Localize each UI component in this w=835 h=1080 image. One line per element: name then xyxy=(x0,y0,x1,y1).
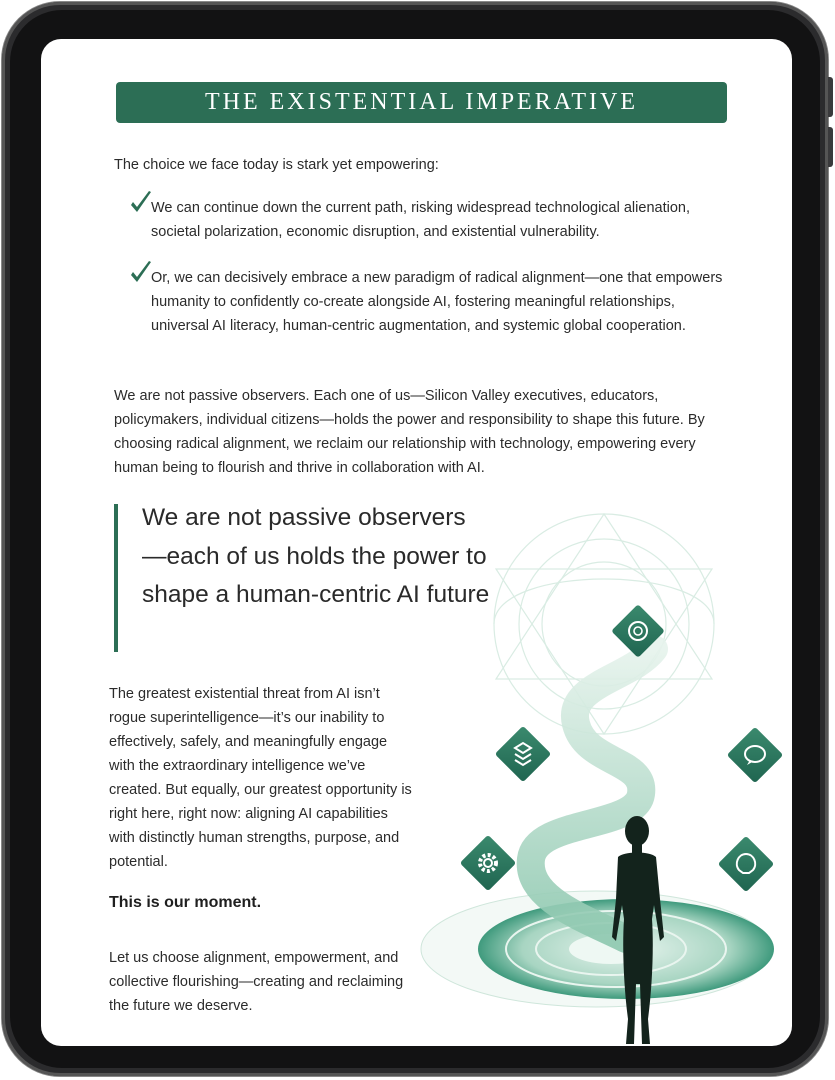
section-title: THE EXISTENTIAL IMPERATIVE xyxy=(116,82,727,123)
checkmark-icon xyxy=(129,260,153,286)
tablet-screen xyxy=(41,39,792,1046)
option-text: We can continue down the current path, risking widespread technological alienation, societal polarization, economic disruption, and existential vulnerability. xyxy=(151,200,690,240)
side-button-bottom xyxy=(828,127,833,167)
option-text: Or, we can decisively embrace a new paradigm of radical alignment—one that empowers humanity to confidently co-create alongside AI, fostering meaningful relationships, universal AI literacy, human-centric augmentation, and systemic global cooperation. xyxy=(151,270,723,334)
geometric-rings xyxy=(494,514,714,734)
pull-quote-text: We are not passive observers —each of us holds the power to shape a human-centric AI future xyxy=(142,504,490,608)
body-paragraph: The greatest existential threat from AI isn’t rogue superintelligence—it’s our inability to effectively, safely, and meaningfully engage with the extraordinary intelligence we’ve created. But equally, our greatest opportunity is right here, right now: aligning AI capabilities with distinctly human strengths, purpose, and potential. xyxy=(109,686,412,870)
intro-text: The choice we face today is stark yet empowering: xyxy=(114,157,439,173)
tablet-frame xyxy=(2,2,828,1076)
gear-icon xyxy=(460,835,517,892)
body-paragraph: We are not passive observers. Each one of us—Silicon Valley executives, educators, policymakers, individual citizens—holds the power and responsibility to shape this future. By choosing radical alignment, we reclaim our relationship with technology, empowering every human being to flourish and thrive in collaboration with AI. xyxy=(114,388,705,476)
checkmark-icon xyxy=(129,190,153,216)
chat-bubble-icon xyxy=(727,727,784,784)
layers-icon xyxy=(495,726,552,783)
emphasis-heading: This is our moment. xyxy=(109,894,262,911)
ripple-pool xyxy=(421,891,774,1007)
side-button-top xyxy=(828,77,833,117)
brain-icon xyxy=(718,836,775,893)
illustration xyxy=(416,479,792,1046)
closing-paragraph: Let us choose alignment, empowerment, and collective flourishing—creating and reclaiming the future we deserve. xyxy=(109,950,404,1014)
